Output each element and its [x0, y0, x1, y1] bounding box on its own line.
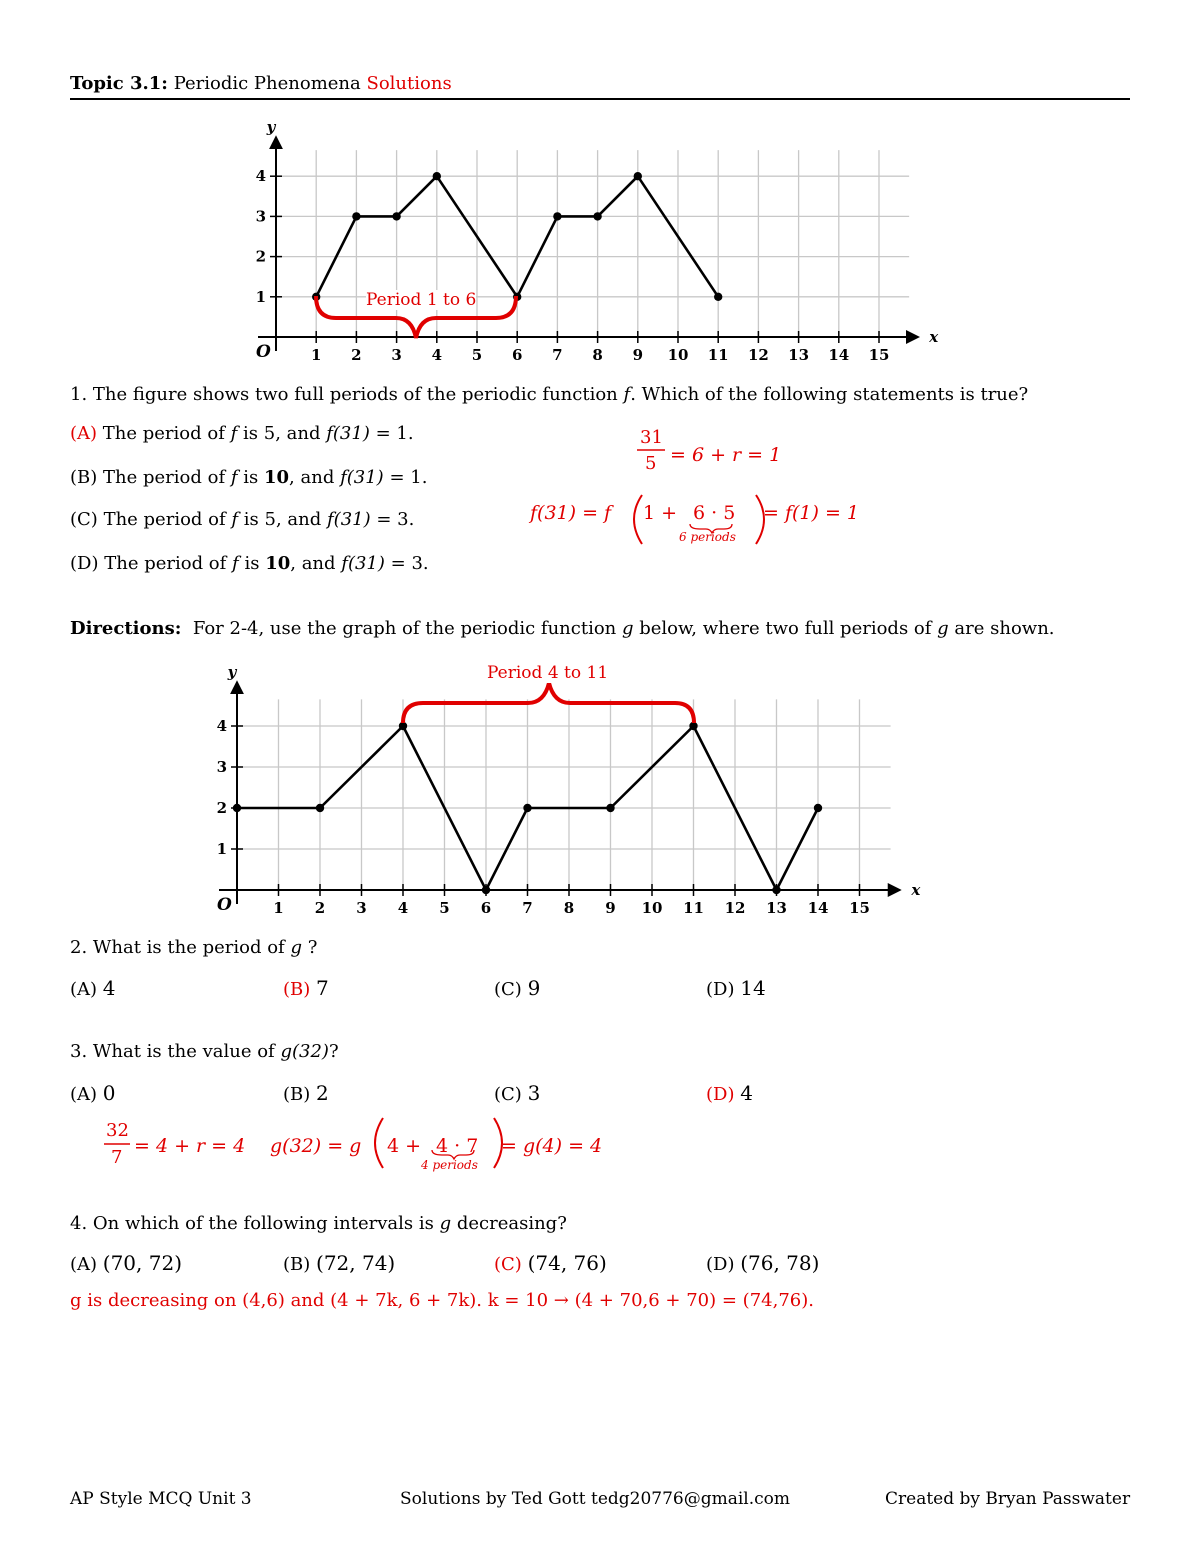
data-point-3-3 [392, 212, 400, 220]
q1-option-b[interactable]: (B) The period of f is 10, and f(31) = 1. [70, 467, 428, 488]
q3-work-frac-rest: = 4 + r = 4 [134, 1135, 246, 1157]
data-point-4-4 [399, 722, 407, 730]
origin-label: O [217, 895, 232, 915]
y-tick-label-2: 2 [255, 247, 266, 266]
q1-option-d[interactable]: (D) The period of f is 10, and f(31) = 3. [70, 553, 429, 574]
y-tick-label-4: 4 [255, 167, 266, 186]
q4-stem: 4. On which of the following intervals is g decreasing? [70, 1213, 567, 1234]
q3-option-a[interactable]: (A) 0 [70, 1081, 116, 1105]
x-tick-label-3: 3 [391, 346, 402, 364]
period-annotation-f: Period 1 to 6 [366, 290, 477, 310]
q3-work-inner: 4 + [387, 1135, 422, 1157]
period-annotation-g: Period 4 to 11 [487, 663, 609, 683]
data-point-4-4 [433, 172, 441, 180]
data-point-6-0 [482, 886, 490, 894]
q2-option-c[interactable]: (C) 9 [494, 976, 541, 1000]
x-tick-label-11: 11 [707, 346, 729, 364]
q1-work-prod: 6 · 5 [693, 502, 736, 524]
q3-option-b[interactable]: (B) 2 [283, 1081, 329, 1105]
x-tick-label-14: 14 [828, 346, 850, 364]
solutions-label: Solutions [366, 73, 452, 94]
x-tick-label-1: 1 [310, 346, 322, 364]
q3-work-under: 4 periods [421, 1158, 478, 1172]
origin-label: O [256, 342, 271, 362]
graph-f [256, 118, 940, 364]
q4-option-d[interactable]: (D) (76, 78) [706, 1251, 820, 1275]
q3-work-rhs: = g(4) = 4 [501, 1135, 603, 1157]
x-tick-label-1: 1 [273, 899, 284, 917]
q3-option-c[interactable]: (C) 3 [494, 1081, 541, 1105]
topic-name: Periodic Phenomena [173, 73, 361, 94]
q1-option-a[interactable]: (A) The period of f is 5, and f(31) = 1. [70, 423, 414, 444]
x-tick-label-13: 13 [788, 346, 810, 364]
x-tick-label-9: 9 [632, 346, 644, 364]
q3-paren-left [375, 1118, 383, 1168]
x-tick-label-15: 15 [849, 899, 870, 917]
q2-option-d[interactable]: (D) 14 [706, 976, 766, 1000]
q3-work-frac-num: 32 [106, 1120, 129, 1141]
topic-number: Topic 3.1: [70, 73, 168, 94]
x-tick-label-6: 6 [511, 346, 523, 364]
footer-right: Created by Bryan Passwater [885, 1489, 1131, 1509]
y-axis-label: y [227, 663, 237, 681]
data-point-14-2 [814, 804, 822, 812]
x-tick-label-15: 15 [868, 346, 890, 364]
x-tick-label-6: 6 [480, 899, 492, 917]
x-tick-label-13: 13 [766, 899, 787, 917]
data-point-9-2 [606, 804, 614, 812]
q1-work-frac-den: 5 [645, 453, 657, 474]
q4-option-c[interactable]: (C) (74, 76) [494, 1251, 607, 1275]
q1-option-c[interactable]: (C) The period of f is 5, and f(31) = 3. [70, 509, 415, 530]
x-tick-label-2: 2 [351, 346, 362, 364]
period-brace-g [403, 683, 694, 723]
directions: Directions: For 2-4, use the graph of the periodic function g below, where two full periods of g are shown. [70, 618, 1055, 639]
data-point-11-1 [714, 293, 722, 301]
x-tick-label-7: 7 [552, 346, 563, 364]
q1-work-lhs: f(31) = f [530, 502, 612, 524]
q2-option-a[interactable]: (A) 4 [70, 976, 116, 1000]
q3-work-frac-den: 7 [111, 1147, 123, 1168]
y-tick-label-3: 3 [255, 207, 266, 226]
q1-work-rhs: = f(1) = 1 [763, 502, 859, 524]
y-tick-label-2: 2 [216, 799, 227, 817]
x-tick-label-9: 9 [605, 899, 616, 917]
x-tick-label-7: 7 [522, 899, 533, 917]
data-point-2-2 [316, 804, 324, 812]
x-tick-label-4: 4 [397, 899, 409, 917]
q1-work-under: 6 periods [679, 530, 736, 544]
footer-left: AP Style MCQ Unit 3 [70, 1489, 252, 1509]
q3-stem: 3. What is the value of g(32)? [70, 1041, 339, 1062]
q3-option-d[interactable]: (D) 4 [706, 1081, 753, 1105]
q3-work-prod: 4 · 7 [436, 1135, 479, 1157]
y-axis-label: y [266, 118, 276, 136]
data-point-7-2 [523, 804, 531, 812]
x-axis-label: x [911, 881, 921, 899]
q1-work-frac-rest: = 6 + r = 1 [670, 444, 782, 466]
q1-work-inner: 1 + [643, 502, 678, 524]
x-tick-label-12: 12 [747, 346, 769, 364]
x-tick-label-2: 2 [314, 899, 326, 917]
x-tick-label-5: 5 [439, 899, 450, 917]
q2-stem: 2. What is the period of g ? [70, 937, 318, 958]
x-tick-label-4: 4 [431, 346, 443, 364]
y-tick-label-1: 1 [216, 840, 227, 858]
q1-paren-left [634, 495, 642, 544]
x-axis-label: x [929, 328, 939, 346]
q1-work-frac-num: 31 [640, 427, 663, 448]
data-point-11-4 [689, 722, 697, 730]
q3-work-lhs: g(32) = g [270, 1135, 362, 1157]
x-tick-label-10: 10 [641, 899, 663, 917]
y-tick-label-3: 3 [216, 758, 227, 776]
x-tick-label-8: 8 [592, 346, 603, 364]
x-tick-label-8: 8 [563, 899, 575, 917]
x-tick-label-3: 3 [356, 899, 367, 917]
data-point-9-4 [634, 172, 642, 180]
data-point-0-2 [233, 804, 241, 812]
y-tick-label-4: 4 [216, 717, 227, 735]
x-tick-label-11: 11 [683, 899, 704, 917]
y-tick-label-1: 1 [255, 287, 266, 306]
data-point-13-0 [772, 886, 780, 894]
footer-center: Solutions by Ted Gott tedg20776@gmail.com [400, 1489, 791, 1509]
data-point-2-3 [352, 212, 360, 220]
data-point-8-3 [593, 212, 601, 220]
x-tick-label-5: 5 [471, 346, 483, 364]
q4-option-b[interactable]: (B) (72, 74) [283, 1251, 396, 1275]
q1-stem: 1. The figure shows two full periods of the periodic function f. Which of the following statements is true? [70, 384, 1029, 405]
q4-work: g is decreasing on (4,6) and (4 + 7k, 6 + 7k). k = 10 → (4 + 70,6 + 70) = (74,76). [70, 1290, 814, 1311]
q4-option-a[interactable]: (A) (70, 72) [70, 1251, 182, 1275]
x-tick-label-14: 14 [807, 899, 829, 917]
x-tick-label-12: 12 [724, 899, 746, 917]
x-tick-label-10: 10 [667, 346, 689, 364]
data-point-7-3 [553, 212, 561, 220]
q2-option-b[interactable]: (B) 7 [283, 976, 329, 1000]
